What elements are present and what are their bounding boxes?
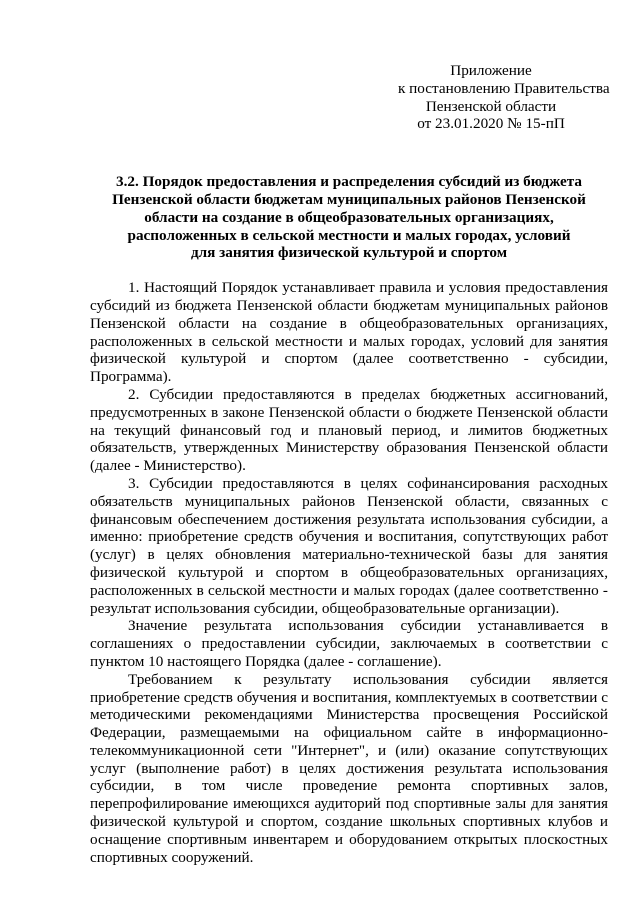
paragraph-3: 3. Субсидии предоставляются в целях софинансирования расходных обязательств муниципальных районов Пензенской области, связанных с финансовым обеспечением достижения результата использования субсидии, а именно: приобретение средств обучения и воспитания, сопутствующих работ (услуг) в целях обновления материально-технической базы для занятия физической культурой и спортом в общеобразовательных организациях, расположенных в сельской местности и малых городах (далее соответственно - результат использования субсидии, общеобразовательные организации).: [90, 474, 608, 617]
heading-line-4: расположенных в сельской местности и малых городах, условий: [127, 226, 571, 244]
document-body: [90, 279, 608, 866]
paragraph-5: Требованием к результату использования субсидии является приобретение средств обучения и воспитания, комплектуемых в соответствии с методическими рекомендациями Министерства просвещения Российской Федерации, размещаемыми на официальном сайте в информационно-телекоммуникационной сети "Интернет", и (или) оказание сопутствующих услуг (выполнение работ) в целях достижения результата использования субсидии, в том числе проведение ремонта спортивных залов, перепрофилирование имеющихся аудиторий под спортивные залы для занятия физической культурой и спортом, создание школьных спортивных клубов и оснащение спортивным инвентарем и оборудованием открытых плоскостных спортивных сооружений.: [90, 670, 608, 866]
heading-line-1: 3.2. Порядок предоставления и распределения субсидий из бюджета: [116, 173, 582, 191]
appendix-date-number: от 23.01.2020 № 15-пП: [417, 115, 565, 133]
appendix-region: Пензенской области: [425, 97, 557, 115]
heading-line-2: Пензенской области бюджетам муниципальных районов Пензенской: [112, 190, 586, 208]
heading-line-5: для занятия физической культурой и спортом: [190, 244, 508, 262]
paragraph-4: Значение результата использования субсидии устанавливается в соглашениях о предоставлении субсидии, заключаемых в соответствии с пунктом 10 настоящего Порядка (далее - соглашение).: [90, 617, 608, 670]
heading-line-3: области на создание в общеобразовательных организациях,: [144, 208, 554, 226]
paragraph-2: 2. Субсидии предоставляются в пределах бюджетных ассигнований, предусмотренных в законе Пензенской области о бюджете Пензенской области на текущий финансовый год и плановый период, и лимитов бюджетных обязательств, утвержденных Министерству образования Пензенской области (далее - Министерство).: [90, 385, 608, 475]
appendix-title: Приложение: [450, 62, 532, 79]
appendix-resolution: к постановлению Правительства: [398, 79, 610, 97]
paragraph-1: 1. Настоящий Порядок устанавливает правила и условия предоставления субсидий из бюджета Пензенской области бюджетам муниципальных районов Пензенской области на создание в общеобразовательных организациях, расположенных в сельской местности и малых городах, условий для занятия физической культурой и спортом (далее соответственно - субсидии, Программа).: [90, 279, 608, 386]
appendix-block: [398, 62, 610, 133]
section-heading: [90, 173, 608, 262]
